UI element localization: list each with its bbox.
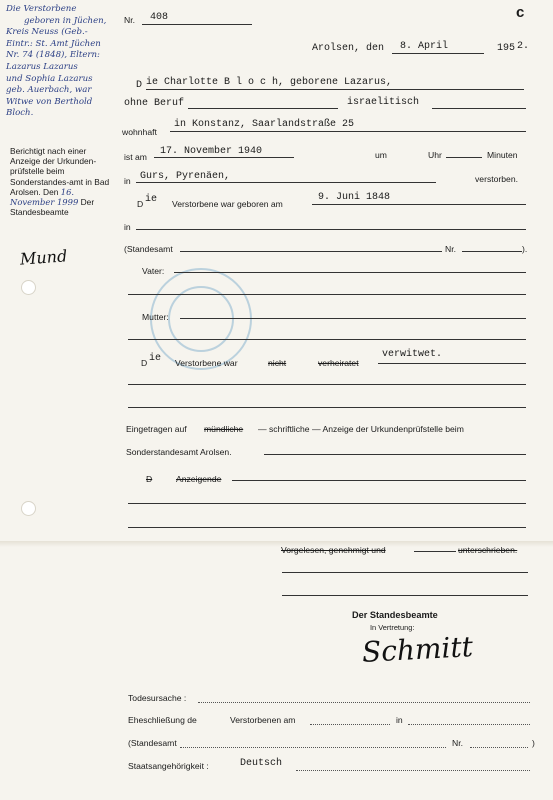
- rule: [142, 24, 252, 25]
- um-label: um: [375, 150, 387, 160]
- rule: [232, 480, 526, 481]
- margin-line: Nr. 74 (1848), Eltern:: [6, 50, 100, 61]
- rule: [432, 108, 526, 109]
- dotted-rule: [310, 724, 390, 725]
- corner-letter: c: [516, 4, 525, 21]
- birth-place-label: in: [124, 222, 131, 232]
- rule: [180, 318, 526, 319]
- year-prefix: 195: [497, 43, 516, 54]
- paren-close-2: ): [532, 738, 535, 748]
- rule: [170, 131, 526, 132]
- death-date: 17. November 1940: [160, 146, 263, 157]
- rule: [146, 89, 524, 90]
- rule: [154, 157, 294, 158]
- cause-of-death-label: Todesursache :: [128, 693, 187, 703]
- margin-signature: [19, 246, 68, 269]
- anzeigende-prefix: D: [146, 474, 153, 484]
- margin-line: geb. Auerbach, war: [6, 85, 92, 96]
- standesamt2-nr-label: Nr.: [452, 738, 463, 748]
- margin-line: Die Verstorbene: [6, 4, 77, 14]
- born-label: Verstorbene war geboren am: [172, 199, 283, 209]
- deceased-name: ie Charlotte B l o c h, geborene Lazarus,: [146, 77, 393, 88]
- official-stamp-inner: [168, 286, 234, 352]
- uhr-label: Uhr: [428, 150, 442, 160]
- paren-close: ).: [522, 244, 528, 254]
- margin-line: Bloch.: [6, 108, 34, 119]
- margin-line: und Sophia Lazarus: [6, 73, 93, 84]
- death-place-label: in: [124, 176, 131, 186]
- correction-note-signer: Der Standesbeamte: [10, 197, 95, 218]
- rule: [128, 407, 526, 408]
- mother-label: Mutter:: [142, 312, 169, 322]
- registrar-title: Der Standesbeamte: [352, 610, 438, 620]
- residence-value: in Konstanz, Saarlandstraße 25: [174, 119, 355, 130]
- married-label: Verstorbene war: [175, 358, 238, 368]
- eingetragen-rest: — schriftliche — Anzeige der Urkundenprüfstelle beim: [258, 424, 464, 434]
- standesamt-nr-label: Nr.: [445, 244, 456, 254]
- nationality-label: Staatsangehörigkeit :: [128, 761, 209, 771]
- verstorben-label: verstorben.: [475, 174, 518, 184]
- correction-note-text: Berichtigt nach einer Anzeige der Urkunden-prüfstelle beim Sonderstandes-amt in Bad Arolsen. Den: [10, 146, 110, 197]
- born-prefix: D: [137, 199, 144, 209]
- marriage-label: Eheschließung de: [128, 715, 197, 725]
- rule: [188, 108, 338, 109]
- father-label: Vater:: [142, 266, 165, 276]
- record-number: 408: [150, 12, 169, 23]
- place-date-label: Arolsen, den: [312, 43, 385, 54]
- rule: [136, 182, 436, 183]
- death-date-label: ist am: [124, 152, 147, 162]
- rule: [264, 454, 526, 455]
- correction-note-date: 16. November 1999: [10, 186, 79, 208]
- dotted-rule: [180, 747, 446, 748]
- dotted-rule: [296, 770, 530, 771]
- rule: [282, 595, 528, 596]
- vorgelesen-text: Vorgelesen, genehmigt und: [281, 545, 386, 555]
- married-ie: ie: [149, 353, 162, 364]
- marriage-mid-label: Verstorbenen am: [230, 715, 296, 725]
- name-prefix: D: [136, 80, 143, 91]
- margin-line: Lazarus Lazarus: [6, 61, 78, 72]
- rule: [136, 229, 526, 230]
- rule: [462, 251, 522, 252]
- rule: [312, 204, 526, 205]
- rule: [128, 294, 526, 295]
- death-place: Gurs, Pyrenäen,: [140, 171, 231, 182]
- punch-hole-bottom: [21, 501, 36, 516]
- married-prefix: D: [141, 358, 148, 368]
- margin-handwritten-note: [6, 4, 106, 120]
- year-suffix: 2.: [517, 41, 530, 52]
- eingetragen-label: Eingetragen auf: [126, 424, 187, 434]
- anzeigende-label: Anzeigende: [176, 474, 222, 484]
- dotted-rule: [408, 724, 530, 725]
- religion: israelitisch: [347, 97, 420, 108]
- rule: [378, 363, 526, 364]
- date-day-month: 8. April: [400, 41, 449, 52]
- occupation: ohne Beruf: [124, 98, 185, 109]
- married-verheiratet: verheiratet: [318, 358, 359, 368]
- punch-hole-top: [21, 280, 36, 295]
- rule: [128, 384, 526, 385]
- deputy-label: In Vertretung:: [370, 623, 415, 632]
- rule: [128, 527, 526, 528]
- rule: [446, 157, 482, 158]
- rule: [392, 53, 484, 54]
- registrar-signature: [361, 627, 474, 673]
- margin-line: Eintr.: St. Amt Jüchen: [6, 38, 101, 49]
- married-nicht: nicht: [268, 358, 287, 368]
- margin-line: Witwe von Berthold: [6, 96, 93, 107]
- minuten-label: Minuten: [487, 150, 518, 160]
- unterschrieben-text: unterschrieben.: [458, 545, 518, 555]
- residence-label: wohnhaft: [122, 127, 157, 137]
- rule: [174, 272, 526, 273]
- marital-status: verwitwet.: [382, 349, 443, 360]
- correction-note: [10, 146, 118, 217]
- marriage-in-label: in: [396, 715, 403, 725]
- nr-label: Nr.: [124, 15, 135, 25]
- rule: [128, 503, 526, 504]
- rule: [414, 551, 456, 552]
- dotted-rule: [198, 702, 530, 703]
- born-ie: ie: [145, 194, 158, 205]
- margin-line: Kreis Neuss (Geb.-: [6, 27, 88, 38]
- sonderstandesamt-text: Sonderstandesamt Arolsen.: [126, 447, 232, 457]
- registrar-signature-text: Schmitt: [361, 630, 474, 669]
- birth-date: 9. Juni 1848: [318, 192, 391, 203]
- margin-line: geboren in Jüchen,: [24, 15, 107, 26]
- rule: [180, 251, 442, 252]
- margin-signature-text: Mund: [19, 246, 68, 269]
- dotted-rule: [470, 747, 528, 748]
- rule: [128, 339, 526, 340]
- nationality-value: Deutsch: [240, 758, 283, 769]
- standesamt2-label: (Standesamt: [128, 738, 177, 748]
- standesamt-label: (Standesamt: [124, 244, 173, 254]
- muendliche-struck: mündliche: [204, 424, 244, 434]
- rule: [282, 572, 528, 573]
